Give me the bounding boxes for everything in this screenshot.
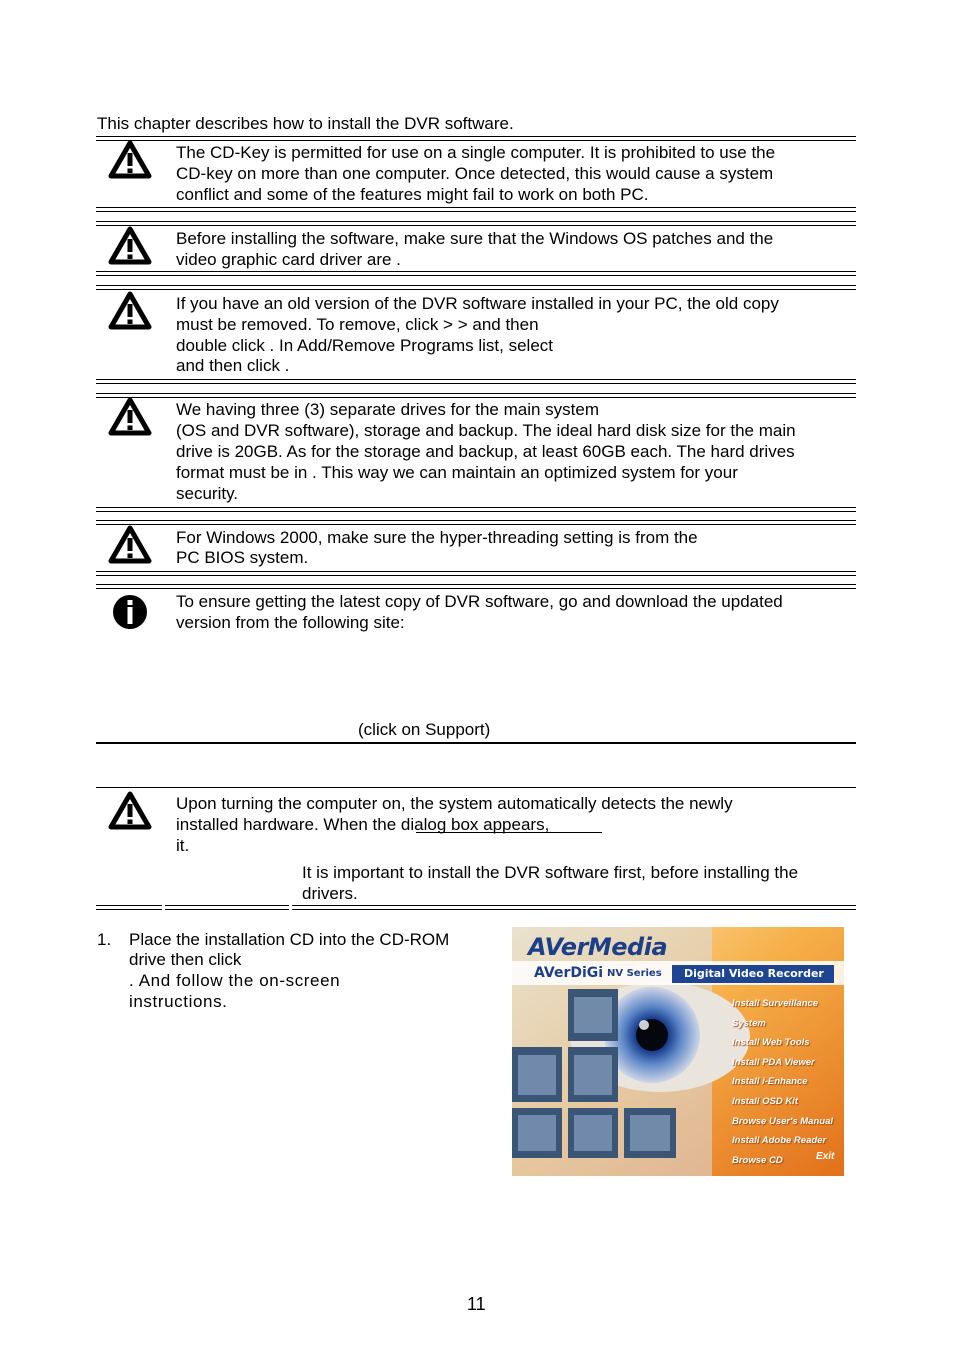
divider xyxy=(96,271,856,272)
divider xyxy=(96,787,856,788)
hardware-note-line-3: it. xyxy=(176,836,190,855)
divider xyxy=(96,136,856,137)
note-1-line-1: The CD-Key is permitted for use on a single computer. It is prohibited to use the xyxy=(176,143,776,162)
divider xyxy=(96,275,856,276)
divider xyxy=(292,905,856,906)
divider xyxy=(96,575,856,576)
series-name: NV Series xyxy=(607,968,662,979)
exit-button[interactable]: Exit xyxy=(816,1151,835,1162)
step-line-1: Place the installation CD into the CD-ROM xyxy=(129,930,450,949)
note-3-line-1: If you have an old version of the DVR software installed in your PC, the old copy xyxy=(176,294,779,313)
note-5-line-2: PC BIOS system. xyxy=(176,548,309,567)
note-2-line-1: Before installing the software, make sure that the Windows OS patches and the xyxy=(176,229,774,248)
important-line-2: drivers. xyxy=(302,884,358,903)
step-number: 1. xyxy=(97,930,112,949)
divider xyxy=(165,909,289,910)
divider xyxy=(96,383,856,384)
divider xyxy=(96,393,856,394)
note-4-line-2: (OS and DVR software), storage and backup. The ideal hard disk size for the main xyxy=(176,421,796,440)
divider xyxy=(96,507,856,508)
note-5-line-1: For Windows 2000, make sure the hyper-threading setting is from the xyxy=(176,528,698,547)
divider xyxy=(96,140,856,141)
info-icon xyxy=(112,594,148,630)
divider xyxy=(96,397,856,398)
menu-install-osd-kit[interactable]: Install OSD Kit xyxy=(732,1095,798,1107)
divider xyxy=(165,905,289,906)
divider xyxy=(96,520,856,521)
step-line-4: instructions. xyxy=(129,992,228,1011)
divider xyxy=(96,524,856,525)
menu-install-web-tools[interactable]: Install Web Tools xyxy=(732,1037,810,1049)
divider xyxy=(96,221,856,222)
divider xyxy=(96,584,856,585)
menu-install-adobe-reader[interactable]: Install Adobe Reader xyxy=(732,1135,827,1147)
important-line-1: It is important to install the DVR software first, before installing the xyxy=(302,863,799,882)
warning-icon xyxy=(108,226,152,266)
note-3-line-2: must be removed. To remove, click > > and then xyxy=(176,315,539,334)
hardware-note-line-2: installed hardware. When the dialog box appears, xyxy=(176,815,550,834)
warning-icon xyxy=(108,397,152,437)
product-name: AVerDiGi xyxy=(534,965,604,981)
menu-install-surveillance[interactable]: Install Surveillance System xyxy=(732,998,819,1029)
warning-icon xyxy=(108,291,152,331)
divider xyxy=(96,225,856,226)
product-banner: Digital Video Recorder xyxy=(684,967,824,980)
divider xyxy=(96,289,856,290)
intro-text: This chapter describes how to install the DVR software. xyxy=(97,114,514,133)
menu-browse-manual[interactable]: Browse User's Manual xyxy=(732,1115,833,1127)
divider xyxy=(96,905,162,906)
divider xyxy=(96,742,856,744)
cd-autorun-screenshot xyxy=(512,927,844,1176)
divider xyxy=(96,207,856,208)
divider xyxy=(96,285,856,286)
note-3-line-3: double click . In Add/Remove Programs list, select xyxy=(176,336,553,355)
note-1-line-3: conflict and some of the features might fail to work on both PC. xyxy=(176,185,649,204)
note-3-line-4: and then click . xyxy=(176,356,290,375)
warning-icon xyxy=(108,791,152,831)
divider xyxy=(292,909,856,910)
step-line-3: . And follow the on-screen xyxy=(129,971,341,990)
note-4-line-5: security. xyxy=(176,484,239,503)
brand-logo: AVerMedia xyxy=(528,933,668,961)
note-1-line-2: CD-key on more than one computer. Once detected, this would cause a system xyxy=(176,164,774,183)
divider xyxy=(96,571,856,572)
divider xyxy=(96,379,856,380)
page-number: 11 xyxy=(467,1294,486,1314)
menu-browse-cd[interactable]: Browse CD xyxy=(732,1154,783,1166)
hardware-note-line-1: Upon turning the computer on, the system automatically detects the newly xyxy=(176,794,733,813)
note-4-line-1: We having three (3) separate drives for the main system xyxy=(176,400,599,419)
note-2-line-2: video graphic card driver are . xyxy=(176,250,401,269)
note-6-line-2: version from the following site: xyxy=(176,613,405,632)
divider xyxy=(96,588,856,589)
dialog-name-underline xyxy=(416,832,602,833)
divider xyxy=(96,909,162,910)
note-4-line-3: drive is 20GB. As for the storage and backup, at least 60GB each. The hard drives xyxy=(176,442,795,461)
note-6-line-1: To ensure getting the latest copy of DVR software, go and download the updated xyxy=(176,592,783,611)
divider xyxy=(96,511,856,512)
menu-install-i-enhance[interactable]: Install i-Enhance xyxy=(732,1076,808,1088)
divider xyxy=(96,211,856,212)
warning-icon xyxy=(108,140,152,180)
warning-icon xyxy=(108,525,152,565)
menu-install-pda-viewer[interactable]: Install PDA Viewer xyxy=(732,1056,815,1068)
step-line-2: drive then click xyxy=(129,950,242,969)
note-4-line-4: format must be in . This way we can maintain an optimized system for your xyxy=(176,463,738,482)
support-hint: (click on Support) xyxy=(358,720,491,739)
